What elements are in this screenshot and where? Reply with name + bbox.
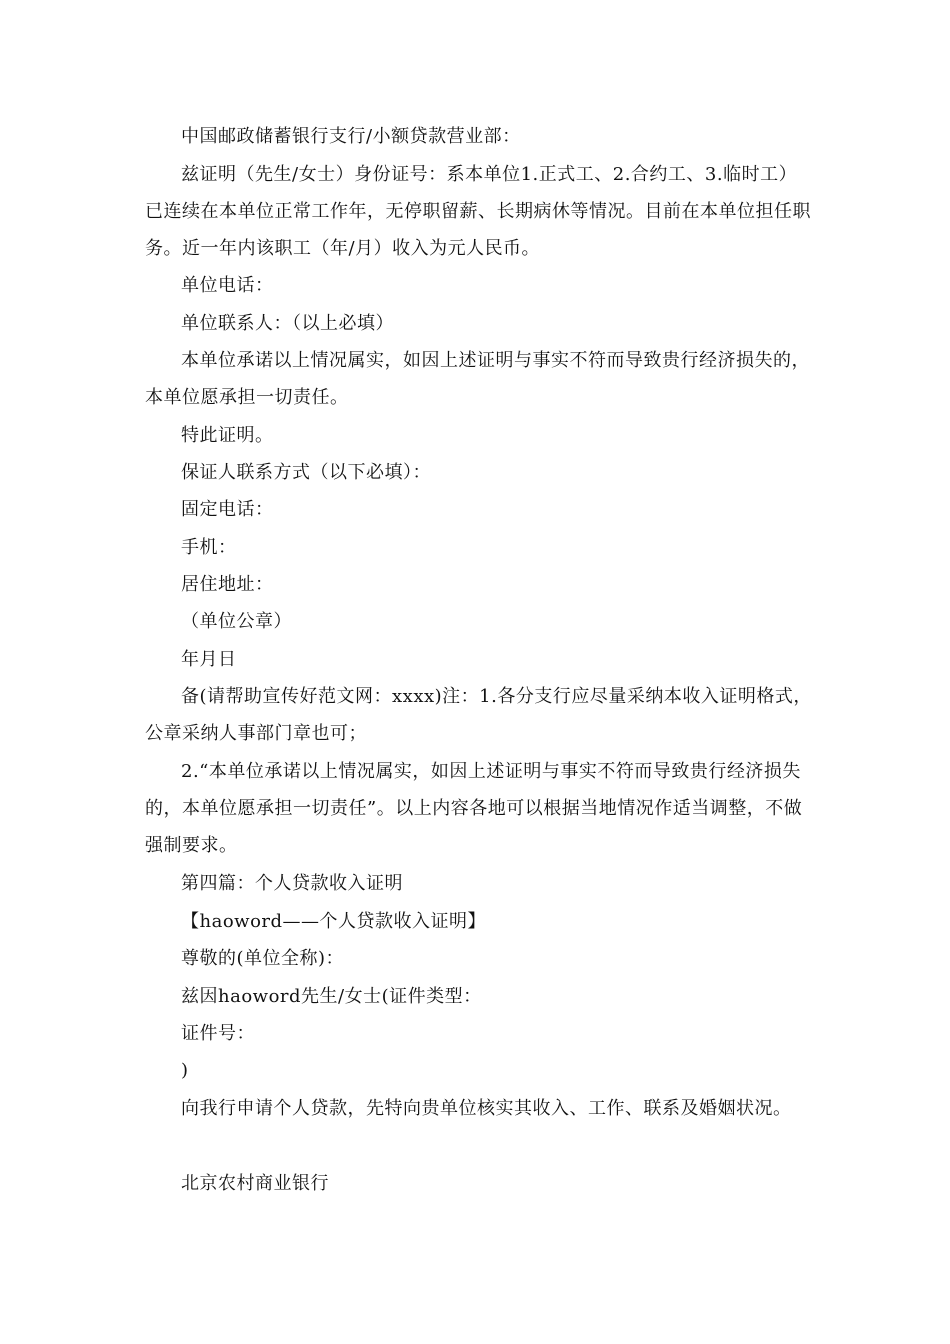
- guarantor-contact-heading: 保证人联系方式（以下必填）：: [181, 462, 431, 483]
- certification-paragraph: 兹证明（先生/女士）身份证号：系本单位1.正式工、2.合约工、3.临时工）已连续在本单位正常工作年，无停职留薪、长期病休等情况。目前在本单位担任职务。近一年内该职工（年/月）收入为元人民币。: [145, 164, 811, 259]
- section-four-heading: 第四篇：个人贷款收入证明: [181, 873, 403, 894]
- request-paragraph: 向我行申请个人贷款，先特向贵单位核实其收入、工作、联系及婚姻状况。: [181, 1098, 792, 1119]
- closing-parenthesis-line: ): [181, 1060, 189, 1081]
- mobile-line: 手机：: [181, 537, 237, 558]
- note-1-paragraph: 备(请帮助宣传好范文网：xxxx)注：1.各分支行应尽量采纳本收入证明格式，公章采纳人事部门章也可；: [145, 686, 812, 744]
- applicant-line: 兹因haoword先生/女士(证件类型：: [181, 986, 482, 1007]
- addressee-line: 中国邮政储蓄银行支行/小额贷款营业部：: [181, 126, 521, 147]
- salutation-line: 尊敬的(单位全称)：: [181, 948, 345, 969]
- unit-phone-line: 单位电话：: [181, 275, 274, 296]
- note-2-paragraph: 2.“本单位承诺以上情况属实，如因上述证明与事实不符而导致贵行经济损失的，本单位愿承担一切责任”。以上内容各地可以根据当地情况作适当调整，不做强制要求。: [145, 761, 803, 856]
- id-number-line: 证件号：: [181, 1023, 255, 1044]
- document-title-bracketed: 【haoword——个人贷款收入证明】: [181, 911, 487, 932]
- unit-contact-line: 单位联系人：（以上必填）: [181, 313, 394, 334]
- hereby-certify-line: 特此证明。: [181, 425, 274, 446]
- official-seal-line: （单位公章）: [181, 611, 292, 632]
- date-line: 年月日: [181, 649, 237, 670]
- fixed-phone-line: 固定电话：: [181, 499, 274, 520]
- bank-name-line: 北京农村商业银行: [181, 1173, 329, 1194]
- commitment-paragraph: 本单位承诺以上情况属实，如因上述证明与事实不符而导致贵行经济损失的，本单位愿承担一切责任。: [145, 350, 810, 408]
- address-line: 居住地址：: [181, 574, 274, 595]
